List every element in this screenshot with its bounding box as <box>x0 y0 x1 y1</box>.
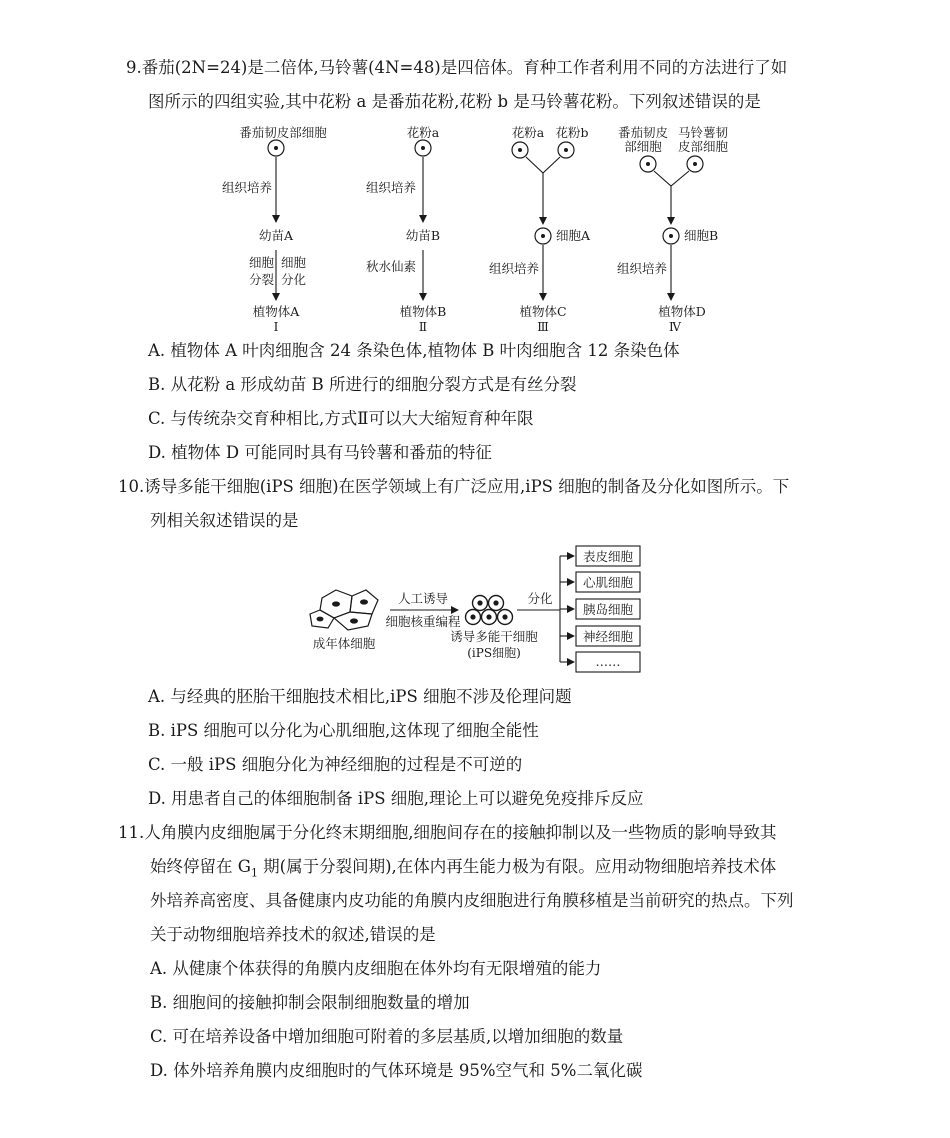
g2-top-label: 花粉a <box>406 125 440 140</box>
q10-option-b: B. iPS 细胞可以分化为心肌细胞,这体现了细胞全能性 <box>148 721 539 740</box>
box1-label: 表皮细胞 <box>582 549 634 564</box>
adult-cell-label: 成年体细胞 <box>312 636 376 651</box>
q11-stem-line3: 外培养高密度、具备健康内皮功能的角膜内皮细胞进行角膜移植是当前研究的热点。下列 <box>150 891 794 910</box>
box4-label: 神经细胞 <box>582 629 634 644</box>
g4-top-right-label-1: 马铃薯韧 <box>677 125 729 140</box>
q9-stem-line2: 图所示的四组实验,其中花粉 a 是番茄花粉,花粉 b 是马铃薯花粉。下列叙述错误的是 <box>148 92 761 111</box>
ips-label-1: 诱导多能干细胞 <box>450 629 538 644</box>
ips-cells-icon <box>466 596 513 625</box>
q11-line2-post: 期(属于分裂间期),在体内再生能力极为有限。应用动物细胞培养技术体 <box>257 857 777 876</box>
g4-bottom-label: 植物体D <box>658 304 706 319</box>
g3-step-label: 组织培养 <box>489 261 540 276</box>
q10-option-a: A. 与经典的胚胎干细胞技术相比,iPS 细胞不涉及伦理问题 <box>148 687 572 706</box>
g1-step2b-label-2: 分化 <box>281 272 307 287</box>
g3-mid-label: 细胞A <box>556 228 591 243</box>
arrow-bottom-label: 细胞核重编程 <box>385 614 461 629</box>
g3-bottom-label: 植物体C <box>519 304 567 319</box>
q11-stem-line4: 关于动物细胞培养技术的叙述,错误的是 <box>150 925 436 944</box>
box2-label: 心肌细胞 <box>582 575 634 590</box>
g4-top-right-label-2: 皮部细胞 <box>677 139 729 154</box>
g1-step1-label: 组织培养 <box>222 180 273 195</box>
g2-roman-label: Ⅱ <box>418 320 428 334</box>
q11-line2-sub: 1 <box>250 866 258 880</box>
box3-label: 胰岛细胞 <box>582 602 634 617</box>
g1-top-label: 番茄韧皮部细胞 <box>239 125 327 140</box>
g4-mid-label: 细胞B <box>684 228 719 243</box>
q10-option-d: D. 用患者自己的体细胞制备 iPS 细胞,理论上可以避免免疫排斥反应 <box>148 789 644 808</box>
q11-option-d: D. 体外培养角膜内皮细胞时的气体环境是 95%空气和 5%二氧化碳 <box>150 1061 643 1080</box>
q10-stem-line1: 10.诱导多能干细胞(iPS 细胞)在医学领域上有广泛应用,iPS 细胞的制备及分化如图所示。下 <box>118 477 790 496</box>
g1-roman-label: Ⅰ <box>273 320 279 334</box>
q9-option-d: D. 植物体 D 可能同时具有马铃薯和番茄的特征 <box>148 443 492 462</box>
g4-step-label: 组织培养 <box>617 261 668 276</box>
g1-step2a-label-1: 细胞 <box>249 255 275 270</box>
g4-top-left-label-1: 番茄韧皮 <box>617 125 669 140</box>
g2-step2-label: 秋水仙素 <box>366 259 417 274</box>
g3-top-right-label: 花粉b <box>555 125 589 140</box>
q11-option-c: C. 可在培养设备中增加细胞可附着的多层基质,以增加细胞的数量 <box>150 1027 624 1046</box>
q10-stem-line2: 列相关叙述错误的是 <box>150 511 299 530</box>
q10-option-c: C. 一般 iPS 细胞分化为神经细胞的过程是不可逆的 <box>148 755 523 774</box>
g3-roman-label: Ⅲ <box>537 320 549 334</box>
adult-cells-icon <box>310 590 378 630</box>
q11-option-a: A. 从健康个体获得的角膜内皮细胞在体外均有无限增殖的能力 <box>150 959 602 978</box>
q9-option-a: A. 植物体 A 叶肉细胞含 24 条染色体,植物体 B 叶肉细胞含 12 条染色体 <box>148 341 680 360</box>
g1-step2a-label-2: 分裂 <box>249 272 275 287</box>
g2-bottom-label: 植物体B <box>399 304 447 319</box>
g4-roman-label: Ⅳ <box>669 320 681 334</box>
q9-option-b: B. 从花粉 a 形成幼苗 B 所进行的细胞分裂方式是有丝分裂 <box>148 375 577 394</box>
arrow-top-label: 人工诱导 <box>397 591 449 606</box>
differentiate-label: 分化 <box>527 591 553 606</box>
g4-top-left-label-2: 部细胞 <box>624 139 662 154</box>
g1-mid-label: 幼苗A <box>258 228 294 243</box>
q9-option-c: C. 与传统杂交育种相比,方式Ⅱ可以大大缩短育种年限 <box>148 409 534 428</box>
ips-label-2: (iPS细胞) <box>467 646 521 660</box>
g1-bottom-label: 植物体A <box>252 304 300 319</box>
g3-top-left-label: 花粉a <box>511 125 545 140</box>
g2-mid-label: 幼苗B <box>405 228 441 243</box>
q11-line2-pre: 始终停留在 G <box>150 857 251 876</box>
q11-stem-line1: 11.人角膜内皮细胞属于分化终末期细胞,细胞间存在的接触抑制以及一些物质的影响导致其 <box>118 823 777 842</box>
g1-step2b-label-1: 细胞 <box>281 255 307 270</box>
q9-stem-line1: 9.番茄(2N=24)是二倍体,马铃薯(4N=48)是四倍体。育种工作者利用不同的方法进行了如 <box>126 58 788 77</box>
box5-label: …… <box>595 654 621 669</box>
g2-step1-label: 组织培养 <box>366 180 417 195</box>
q11-stem-line2 <box>150 856 776 884</box>
q11-option-b: B. 细胞间的接触抑制会限制细胞数量的增加 <box>150 993 470 1012</box>
